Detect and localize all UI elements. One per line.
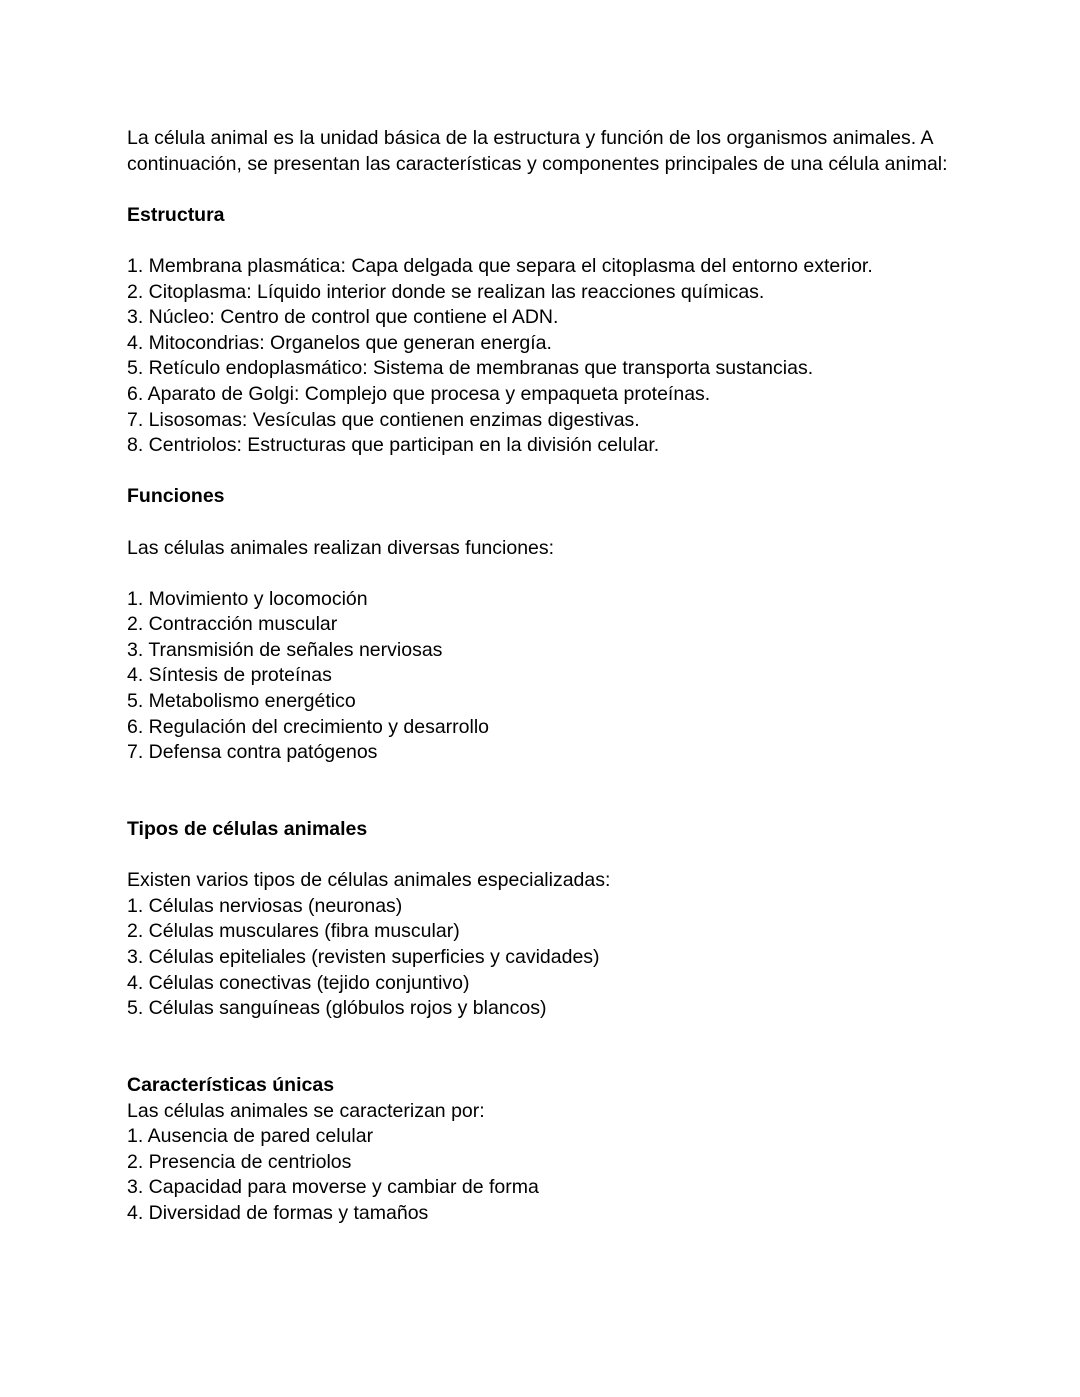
- spacer: [127, 1022, 967, 1073]
- spacer: [127, 843, 967, 869]
- list-item: 5. Retículo endoplasmático: Sistema de membranas que transporta sustancias.: [127, 357, 814, 380]
- list-item: 1. Células nerviosas (neuronas): [127, 894, 403, 917]
- estructura-heading: Estructura: [127, 203, 225, 226]
- intro-paragraph: La célula animal es la unidad básica de la estructura y función de los organismos animales. A continuación, se presentan las características y componentes principales de una célula animal:: [127, 127, 948, 175]
- list-item: 7. Defensa contra patógenos: [127, 741, 378, 764]
- tipos-intro: Existen varios tipos de células animales especializadas:: [127, 869, 611, 892]
- list-item: 4. Diversidad de formas y tamaños: [127, 1201, 429, 1224]
- spacer: [127, 510, 967, 536]
- tipos-heading: Tipos de células animales: [127, 818, 368, 841]
- spacer: [127, 228, 967, 254]
- list-item: 5. Metabolismo energético: [127, 690, 356, 713]
- list-item: 1. Ausencia de pared celular: [127, 1125, 374, 1148]
- tipos-list: [127, 894, 967, 1022]
- spacer: [127, 459, 967, 485]
- list-item: 6. Aparato de Golgi: Complejo que procesa y empaqueta proteínas.: [127, 382, 711, 405]
- list-item: 2. Citoplasma: Líquido interior donde se realizan las reacciones químicas.: [127, 280, 765, 303]
- funciones-heading: Funciones: [127, 485, 225, 508]
- list-item: 1. Movimiento y locomoción: [127, 587, 368, 610]
- document-page: [127, 126, 967, 1227]
- estructura-list: [127, 254, 967, 459]
- list-item: 4. Síntesis de proteínas: [127, 664, 332, 687]
- list-item: 2. Contracción muscular: [127, 613, 338, 636]
- spacer: [127, 766, 967, 817]
- spacer: [127, 177, 967, 203]
- funciones-intro: Las células animales realizan diversas funciones:: [127, 536, 555, 559]
- list-item: 3. Transmisión de señales nerviosas: [127, 638, 443, 661]
- list-item: 4. Mitocondrias: Organelos que generan energía.: [127, 331, 552, 354]
- list-item: 3. Núcleo: Centro de control que contiene el ADN.: [127, 306, 559, 329]
- list-item: 7. Lisosomas: Vesículas que contienen enzimas digestivas.: [127, 408, 640, 431]
- list-item: 3. Capacidad para moverse y cambiar de forma: [127, 1176, 539, 1199]
- caracteristicas-list: [127, 1124, 967, 1226]
- caracteristicas-heading: Características únicas: [127, 1073, 335, 1096]
- list-item: 5. Células sanguíneas (glóbulos rojos y blancos): [127, 997, 547, 1020]
- list-item: 2. Células musculares (fibra muscular): [127, 920, 460, 943]
- list-item: 3. Células epiteliales (revisten superficies y cavidades): [127, 946, 600, 968]
- caracteristicas-intro: Las células animales se caracterizan por:: [127, 1099, 485, 1122]
- funciones-list: [127, 587, 967, 766]
- spacer: [127, 561, 967, 587]
- list-item: 8. Centriolos: Estructuras que participan en la división celular.: [127, 434, 660, 457]
- list-item: 2. Presencia de centriolos: [127, 1150, 352, 1173]
- list-item: 4. Células conectivas (tejido conjuntivo): [127, 971, 470, 994]
- list-item: 6. Regulación del crecimiento y desarrollo: [127, 715, 490, 738]
- list-item: 1. Membrana plasmática: Capa delgada que separa el citoplasma del entorno exterior.: [127, 254, 873, 277]
